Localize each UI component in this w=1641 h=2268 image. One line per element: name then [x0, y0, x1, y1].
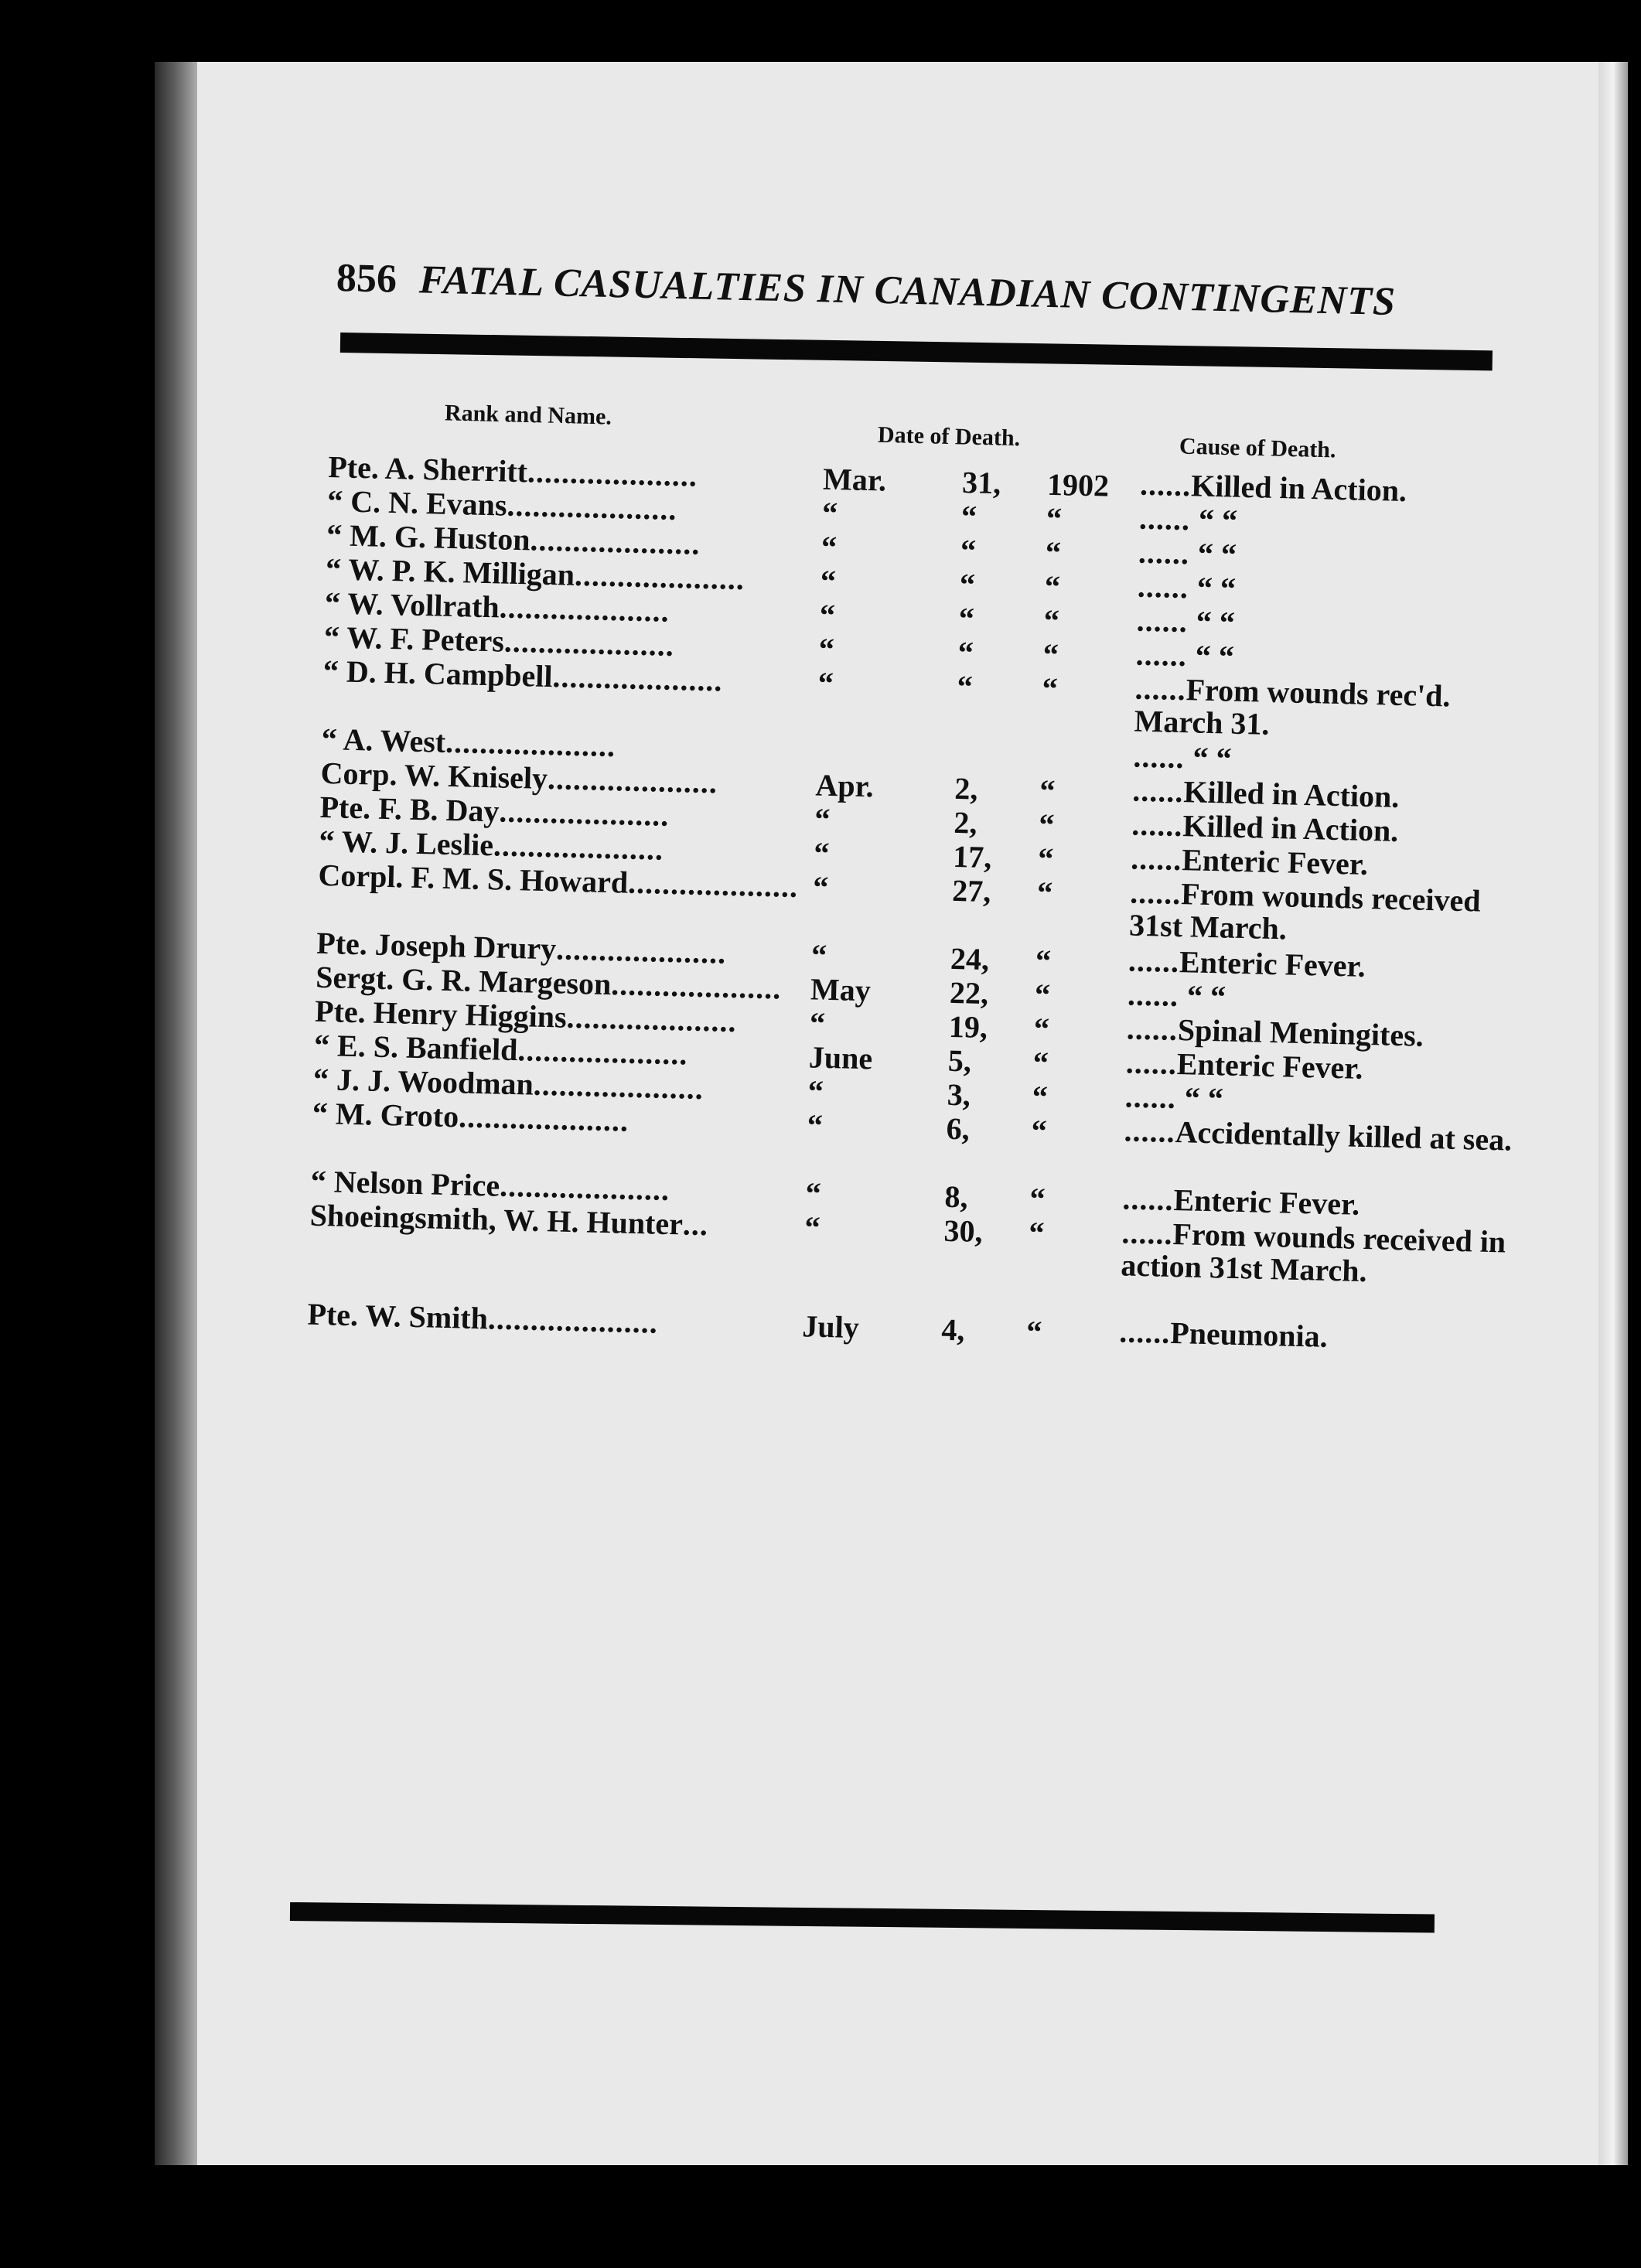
rank-name: “ W. F. Peters — [323, 619, 505, 659]
table-row: “ W. J. Leslie.................... “ 17, “ ......Enteric Fever. — [319, 823, 1369, 882]
death-day: 27, — [951, 872, 991, 909]
death-year: “ — [1046, 500, 1063, 537]
death-month: “ — [819, 597, 836, 633]
death-cause: Enteric Fever. — [1176, 1046, 1364, 1086]
table-row: “ D. H. Campbell.................... “ “ “ ......From wounds rec'd. March 31. — [322, 653, 1452, 742]
rank-name: “ J. J. Woodman — [312, 1061, 534, 1102]
rank-name: Pte. Henry Higgins — [314, 993, 568, 1035]
death-cause: Spinal Meningites. — [1177, 1012, 1424, 1053]
death-day: “ — [957, 634, 974, 670]
death-month: July — [801, 1308, 860, 1345]
table-row: Pte. W. Smith.................... July 4, “ ......Pneumonia. — [307, 1296, 1329, 1354]
table-row: Corpl. F. M. S. Howard.................... “ 27, “ ......From wounds received 31st March. — [317, 857, 1482, 946]
rank-name: Pte. Joseph Drury — [316, 925, 557, 967]
death-cause: “ “ — [1195, 638, 1235, 674]
death-cause: “ “ — [1196, 570, 1237, 606]
death-year: “ — [1031, 1113, 1048, 1148]
death-month: Apr. — [815, 767, 875, 804]
table-row: Pte. Joseph Drury.................... “ 24, “ ......Enteric Fever. — [316, 925, 1366, 984]
table-row: Pte. Henry Higgins.................... “ 19, “ ......Spinal Meningites. — [314, 993, 1424, 1053]
death-cause: Enteric Fever. — [1173, 1182, 1360, 1222]
death-year: “ — [1025, 1314, 1042, 1349]
book-page — [197, 62, 1598, 2165]
table-row: “ Nelson Price.................... “ 8, “ ......Enteric Fever. — [310, 1163, 1360, 1222]
page-title: FATAL CASUALTIES IN CANADIAN CONTINGENTS — [418, 257, 1397, 325]
death-year: “ — [1044, 568, 1061, 605]
book-spine — [155, 62, 201, 2165]
table-row: “ J. J. Woodman.................... “ 3, “ ...... “ “ — [312, 1061, 1224, 1117]
table-row: Pte. A. Sherritt.................... Mar. 31, 1902 ......Killed in Action. — [327, 448, 1407, 509]
death-year: “ — [1042, 636, 1059, 673]
death-day: 24, — [950, 940, 990, 977]
rank-name: “ W. J. Leslie — [319, 823, 494, 863]
death-cause: “ “ — [1198, 502, 1238, 538]
death-month: “ — [820, 563, 837, 599]
death-month: “ — [818, 631, 835, 667]
bottom-rule — [290, 1902, 1435, 1932]
death-year: “ — [1028, 1215, 1046, 1250]
death-month: “ — [820, 529, 838, 565]
death-cause: Enteric Fever. — [1179, 944, 1366, 984]
death-day: “ — [960, 499, 977, 534]
rank-name: “ D. H. Campbell — [322, 653, 554, 694]
rank-name: Pte. F. B. Day — [319, 789, 500, 829]
death-month: “ — [821, 495, 838, 531]
death-year: “ — [1029, 1181, 1046, 1216]
death-year: “ — [1037, 841, 1054, 877]
rank-name: “ E. S. Banfield — [313, 1027, 519, 1068]
table-row: “ M. Groto.................... “ 6, “ ......Accidentally killed at sea. — [312, 1095, 1513, 1158]
death-year: “ — [1035, 943, 1052, 979]
table-row: Shoeingsmith, W. H. Hunter... “ 30, “ ......From wounds received in action 31st March. — [309, 1197, 1506, 1289]
column-header-date: Date of Death. — [877, 421, 1021, 452]
death-day: 30, — [943, 1212, 984, 1249]
death-day: 8, — [944, 1178, 969, 1215]
rank-name: “ W. Vollrath — [324, 585, 500, 625]
death-day: “ — [957, 668, 974, 704]
death-year: “ — [1033, 1011, 1050, 1046]
table-row: “ W. F. Peters.................... “ “ “ ...... “ “ — [323, 619, 1235, 674]
death-month: June — [808, 1039, 873, 1076]
table-row: Pte. F. B. Day.................... “ 2, “ ......Killed in Action. — [319, 789, 1399, 848]
column-header-rank-name: Rank and Name. — [444, 400, 612, 430]
death-year: 1902 — [1046, 466, 1110, 503]
death-cause: “ “ — [1186, 978, 1226, 1015]
death-year: “ — [1038, 807, 1055, 843]
death-month: May — [810, 971, 872, 1008]
death-cause: From wounds rec'd. March 31. — [1134, 672, 1452, 742]
death-day: 17, — [952, 838, 992, 875]
table-row: “ W. P. K. Milligan.................... “ “ “ ...... “ “ — [325, 551, 1237, 606]
death-cause: “ “ — [1196, 604, 1236, 640]
page-number: 856 — [336, 256, 397, 302]
death-day: 19, — [948, 1008, 988, 1045]
death-year: “ — [1039, 772, 1056, 809]
death-day: “ — [958, 600, 975, 636]
death-cause: Killed in Action. — [1182, 774, 1400, 814]
rank-name: Pte. W. Smith — [307, 1296, 489, 1336]
table-row: “ A. West.................... ...... “ “ — [321, 721, 1233, 776]
death-cause: Killed in Action. — [1190, 468, 1407, 509]
top-rule — [340, 333, 1493, 370]
death-day: “ — [959, 566, 976, 602]
rank-name: Pte. A. Sherritt — [327, 448, 528, 489]
column-header-cause: Cause of Death. — [1179, 433, 1336, 463]
death-day: 2, — [954, 770, 979, 807]
rank-name: “ W. P. K. Milligan — [325, 551, 575, 592]
death-year: “ — [1042, 670, 1059, 707]
rank-name: “ M. G. Huston — [326, 517, 531, 558]
rank-name: “ Nelson Price — [310, 1163, 500, 1203]
death-day: 4, — [940, 1311, 965, 1348]
death-cause: Accidentally killed at sea. — [1175, 1114, 1513, 1158]
death-day: 6, — [946, 1110, 971, 1147]
rank-name: Corp. W. Knisely — [320, 755, 548, 796]
death-year: “ — [1043, 602, 1060, 639]
death-month: “ — [812, 869, 829, 905]
death-year: “ — [1034, 977, 1051, 1012]
table-row: “ W. Vollrath.................... “ “ “ ...... “ “ — [324, 585, 1236, 640]
death-day: 3, — [947, 1076, 971, 1113]
death-month: “ — [807, 1073, 824, 1109]
rank-name: “ M. Groto — [312, 1095, 459, 1134]
death-year: “ — [1045, 534, 1062, 571]
table-row: “ E. S. Banfield.................... June 5, “ ......Enteric Fever. — [313, 1027, 1364, 1086]
rank-name: “ C. N. Evans — [326, 483, 508, 523]
table-row: “ M. G. Huston.................... “ “ “ ...... “ “ — [326, 517, 1237, 572]
death-year: “ — [1032, 1045, 1049, 1080]
death-day: “ — [960, 533, 977, 568]
death-day: 2, — [953, 804, 977, 841]
death-cause: Killed in Action. — [1182, 808, 1399, 848]
page-edge — [1598, 62, 1628, 2165]
death-month: “ — [807, 1107, 824, 1143]
death-cause: Enteric Fever. — [1181, 842, 1369, 882]
death-cause: “ “ — [1184, 1080, 1224, 1117]
death-cause: “ “ — [1197, 536, 1237, 572]
rank-name: “ A. West — [321, 721, 446, 759]
death-cause: “ “ — [1192, 740, 1233, 776]
table-row: Sergt. G. R. Margeson.................... May 22, “ ...... “ “ — [315, 959, 1226, 1015]
death-year: “ — [1036, 875, 1053, 911]
death-cause: From wounds received 31st March. — [1128, 876, 1482, 946]
death-month: “ — [817, 665, 834, 701]
death-month: “ — [813, 835, 830, 871]
death-month: “ — [804, 1209, 821, 1245]
death-month: “ — [805, 1175, 822, 1211]
rank-name: Shoeingsmith, W. H. Hunter — [309, 1197, 684, 1242]
death-month: “ — [810, 937, 827, 973]
table-row: “ C. N. Evans.................... “ “ “ ...... “ “ — [326, 483, 1238, 538]
death-month: Mar. — [822, 461, 887, 498]
rank-name: Sergt. G. R. Margeson — [315, 959, 612, 1002]
death-month: “ — [814, 801, 831, 837]
death-cause: Pneumonia. — [1169, 1315, 1329, 1354]
death-month: “ — [809, 1005, 826, 1041]
rank-name: Corpl. F. M. S. Howard — [317, 857, 629, 900]
death-day: 31, — [961, 465, 1001, 501]
casualty-table — [307, 448, 1565, 1360]
death-day: 5, — [947, 1042, 972, 1079]
death-day: 22, — [949, 974, 989, 1011]
page-header — [336, 255, 1496, 327]
death-cause: From wounds received in action 31st March. — [1120, 1216, 1506, 1289]
table-row: Corp. W. Knisely.................... Apr. 2, “ ......Killed in Action. — [320, 755, 1400, 814]
death-year: “ — [1032, 1079, 1049, 1114]
